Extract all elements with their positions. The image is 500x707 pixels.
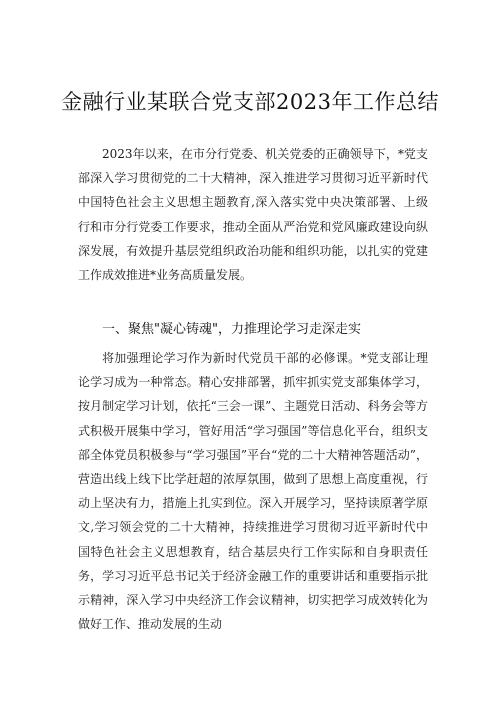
intro-paragraph: 2023年以来，在市分行党委、机关党委的正确领导下，*党支部深入学习贯彻党的二十大精神，深入推进学习贯彻习近平新时代中国特色社会主义思想主题教育,深入落实党中央决策部署、上级行和市分行党委工作要求，推动全面从严治党和党风廉政建设向纵深发展，有效提升基层党组织政治功能和组织功能，以扎实的党建工作成效推进*业务高质量发展。: [78, 147, 428, 283]
section-1-paragraph: 将加强理论学习作为新时代党员干部的必修课。*党支部让理论学习成为一种常态。精心安排部署，抓牢抓实党支部集体学习，按月制定学习计划，依托“三会一课”、主题党日活动、科务会等方式积极开展集中学习，管好用活“学习强国”等信息化平台，组织支部全体党员积极参与“学习强国”平台“党的二十大精神答题活动”，营造出线上线下比学赶超的浓厚氛围，做到了思想上高度重视，行动上坚决有力，措施上扎实到位。深入开展学习，坚持读原著学原文,学习领会党的二十大精神，持续推进学习贯彻习近平新时代中国特色社会主义思想教育，结合基层央行工作实际和自身职责任务，学习习近平总书记关于经济金融工作的重要讲话和重要指示批示精神，深入学习中央经济工作会议精神，切实把学习成效转化为做好工作、推动发展的生动: [78, 351, 428, 632]
section-heading-1: 一、聚焦"凝心铸魂"，力推理论学习走深走实: [102, 322, 361, 337]
document-title: 金融行业某联合党支部2023年工作总结: [61, 90, 439, 114]
